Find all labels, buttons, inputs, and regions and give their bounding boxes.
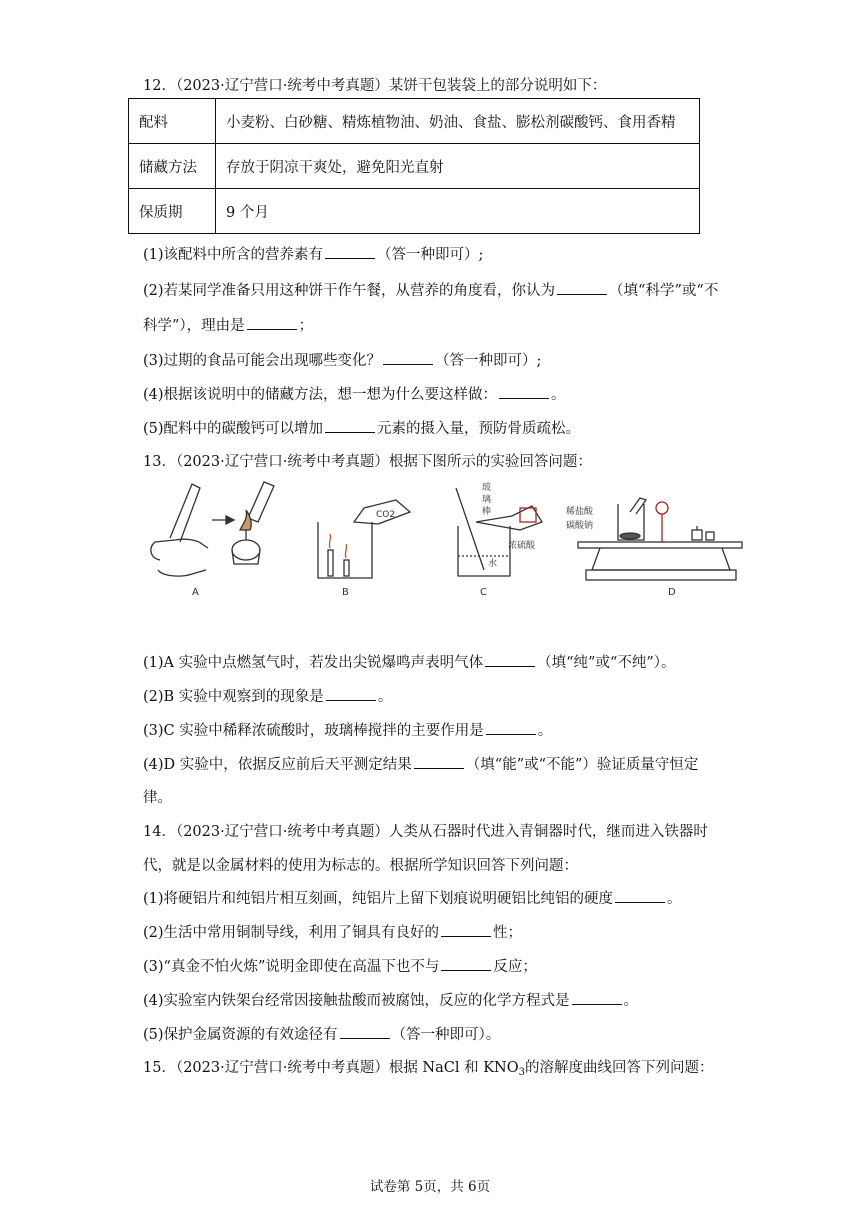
answer-blank[interactable]	[615, 888, 665, 903]
q14-part2: (2)生活中常用铜制导线，利用了铜具有良好的 性；	[143, 922, 522, 943]
table-value: 小麦粉、白砂糖、精炼植物油、奶油、食盐、膨松剂碳酸钙、食用香精	[216, 99, 700, 144]
answer-blank[interactable]	[441, 956, 491, 971]
q12-part5: (5)配料中的碳酸钙可以增加 元素的摄入量，预防骨质疏松。	[143, 418, 580, 439]
table-key: 保质期	[129, 189, 216, 234]
q12-part3: (3)过期的食品可能会出现哪些变化？ （答一种即可）;	[143, 350, 541, 371]
answer-blank[interactable]	[557, 280, 607, 295]
hcl-label: 稀盐酸	[566, 507, 594, 517]
page-footer: 试卷第 5页，共 6页	[369, 1179, 491, 1195]
q14-part1: (1)将硬铝片和纯铝片相互刻画，纯铝片上留下划痕说明硬铝比纯铝的硬度 。	[143, 888, 682, 909]
table-row	[129, 99, 700, 144]
figure-c	[456, 488, 542, 576]
q14-part4: (4)实验室内铁架台经常因接触盐酸而被腐蚀，反应的化学方程式是 。	[143, 990, 638, 1011]
acid-label: 浓硫酸	[508, 541, 536, 551]
svg-text:棒: 棒	[482, 507, 492, 517]
q15-heading: 15．（2023·辽宁营口·统考中考真题）根据 NaCl 和 $KNO_3$的溶解度曲线回答下列问题：	[143, 1060, 714, 1078]
answer-blank[interactable]	[340, 1024, 390, 1039]
answer-blank[interactable]	[441, 922, 491, 937]
figure-a	[151, 482, 274, 576]
label-a: A	[192, 587, 199, 598]
label-d: D	[668, 587, 676, 598]
water-label: 水	[488, 559, 498, 569]
q14-heading-cont: 代，就是以金属材料的使用为标志的。根据所学知识回答下列问题：	[143, 858, 578, 874]
q12-part2: (2)若某同学准备只用这种饼干作午餐，从营养的角度看，你认为 （填“科学”或“不	[143, 280, 718, 301]
q12-part1: (1)该配料中所含的营养素有 （答一种即可）;	[143, 244, 483, 265]
svg-text:璃: 璃	[482, 495, 492, 505]
co2-label: CO2	[376, 510, 396, 520]
q13-part4: (4)D 实验中，依据反应前后天平测定结果 （填“能”或“不能”）验证质量守恒定	[143, 754, 698, 775]
table-row	[129, 144, 700, 189]
svg-text:玻: 玻	[482, 483, 492, 493]
table-key: 配料	[129, 99, 216, 144]
figure-d	[578, 498, 742, 580]
q13-part4-cont: 律。	[143, 790, 172, 806]
q12-heading: 12．（2023·辽宁营口·统考中考真题）某饼干包装袋上的部分说明如下：	[143, 78, 607, 94]
answer-blank[interactable]	[414, 754, 464, 769]
answer-blank[interactable]	[499, 384, 549, 399]
q12-part2-cont: 科学”），理由是 ；	[143, 315, 313, 336]
q14-part3: (3)“真金不怕火炼”说明金即使在高温下也不与 反应；	[143, 956, 537, 977]
table-key: 储藏方法	[129, 144, 216, 189]
answer-blank[interactable]	[572, 990, 622, 1005]
label-b: B	[342, 587, 349, 598]
answer-blank[interactable]	[325, 244, 375, 259]
q13-part2: (2)B 实验中观察到的现象是 。	[143, 686, 392, 707]
answer-blank[interactable]	[326, 686, 376, 701]
label-c: C	[480, 587, 487, 598]
q14-heading: 14．（2023·辽宁营口·统考中考真题）人类从石器时代进入青铜器时代，继而进入铁器时	[143, 824, 708, 840]
q13-heading: 13．（2023·辽宁营口·统考中考真题）根据下图所示的实验回答问题：	[143, 454, 592, 470]
answer-blank[interactable]	[383, 350, 433, 365]
ingredient-table	[128, 98, 700, 234]
table-row	[129, 189, 700, 234]
q14-part5: (5)保护金属资源的有效途径有 （答一种即可）。	[143, 1024, 500, 1045]
q13-part1: (1)A 实验中点燃氢气时，若发出尖锐爆鸣声表明气体 （填“纯”或“不纯”）。	[143, 652, 676, 673]
table-value: 9 个月	[216, 189, 700, 234]
table-value: 存放于阴凉干爽处，避免阳光直射	[216, 144, 700, 189]
experiment-figure	[140, 478, 760, 603]
q13-part3: (3)C 实验中稀释浓硫酸时，玻璃棒搅拌的主要作用是 。	[143, 720, 552, 741]
na2co3-label: 碳酸钠	[566, 521, 594, 531]
q12-part4: (4)根据该说明中的储藏方法，想一想为什么要这样做： 。	[143, 384, 566, 405]
answer-blank[interactable]	[247, 315, 297, 330]
answer-blank[interactable]	[325, 418, 375, 433]
figure-b	[318, 500, 410, 578]
answer-blank[interactable]	[485, 652, 535, 667]
answer-blank[interactable]	[486, 720, 536, 735]
